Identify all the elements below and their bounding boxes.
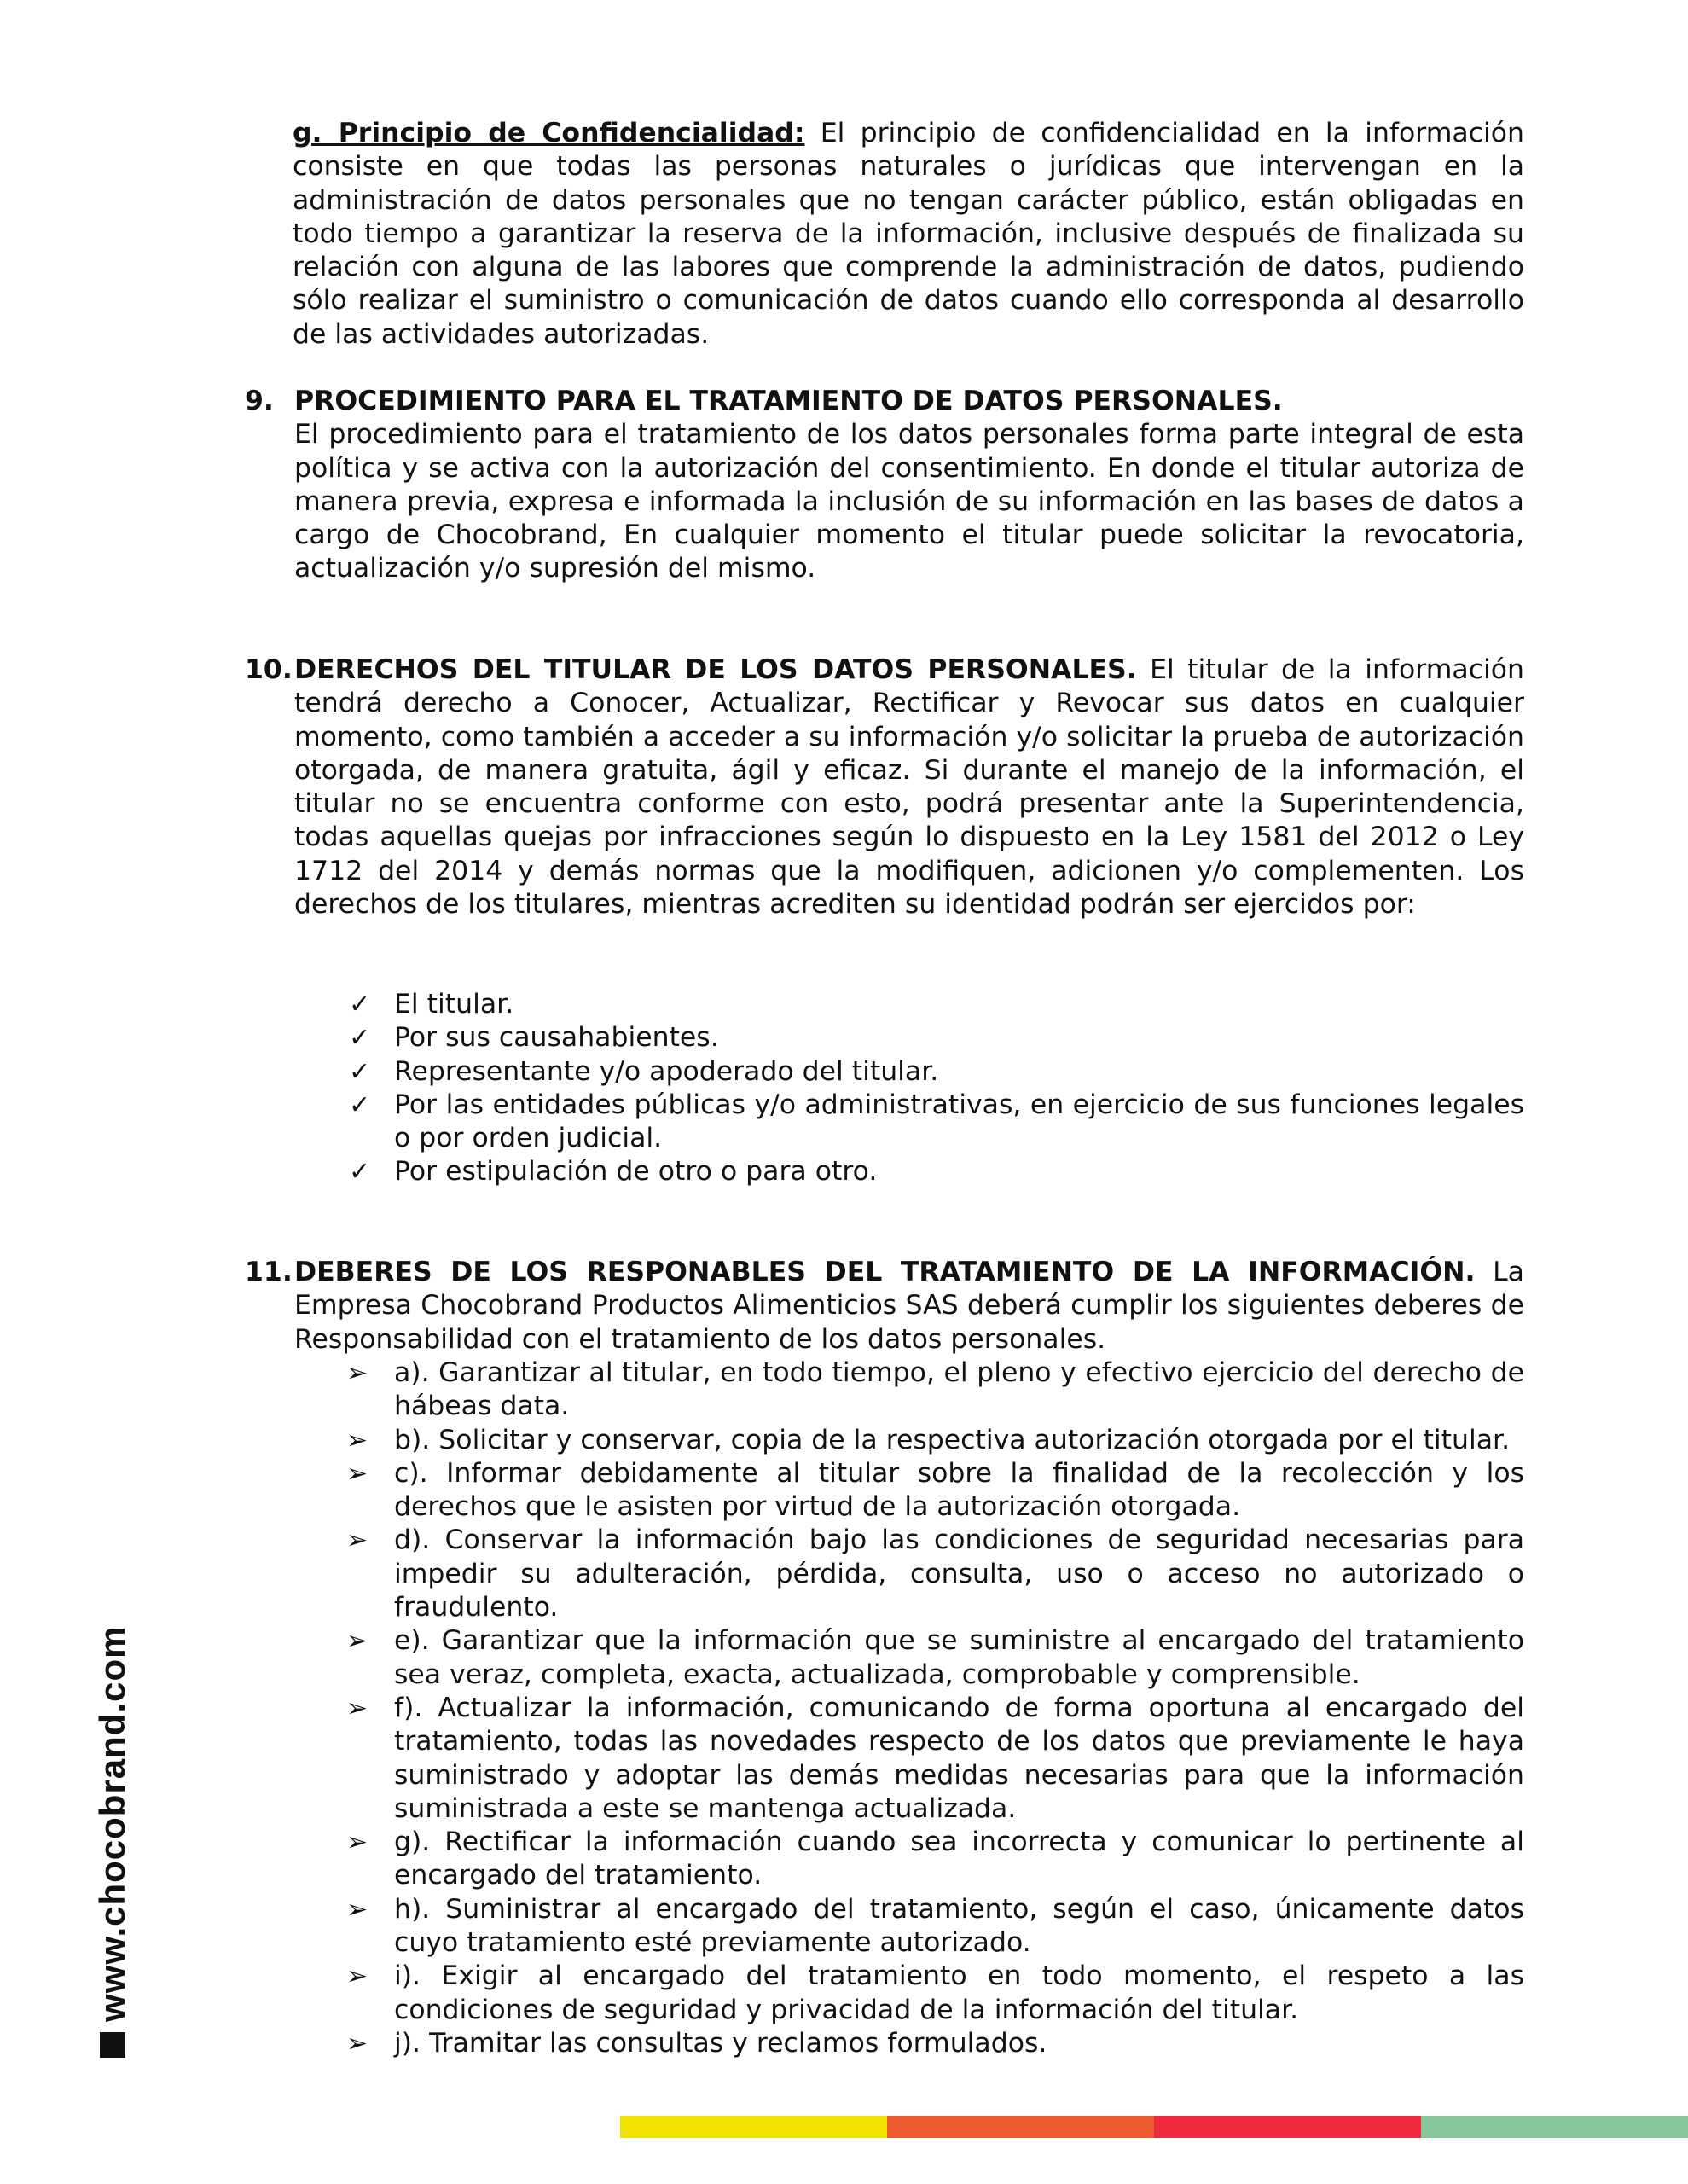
- duty-item-text: i). Exigir al encargado del tratamiento en todo momento, el respeto a las condiciones de seguridad y privacidad de la información del titular.: [394, 1960, 1524, 2025]
- section-9-text: El procedimiento para el tratamiento de los datos personales forma parte integral de esta política y se activa con la autorización del consentimiento. En donde el titular autoriza de manera previa, expresa e informada la inclusión de su información en las bases de datos a cargo de Chocobrand, En cualquier momento el titular puede solicitar la revocatoria, actualización y/o supresión del mismo.: [294, 419, 1524, 584]
- duty-item-text: e). Garantizar que la información que se suministre al encargado del tratamiento sea veraz, completa, exacta, actualizada, comprobable y comprensible.: [394, 1625, 1524, 1690]
- checkmark-icon: ✓: [349, 1089, 371, 1120]
- duty-item: [293, 1624, 1524, 1692]
- section-9-title: PROCEDIMIENTO PARA EL TRATAMIENTO DE DATOS PERSONALES.: [294, 386, 1283, 416]
- duty-item-text: f). Actualizar la información, comunicando de forma oportuna al encargado del tratamiento, todas las novedades respecto de los datos que previamente le haya suministrado y adoptar las demás medidas necesarias para que la información suministrada a este se mantenga actualizada.: [394, 1692, 1524, 1824]
- website-text: www.chocobrand.com: [92, 1625, 132, 2022]
- section-10-text: El titular de la información tendrá derecho a Conocer, Actualizar, Rectificar y Revocar sus datos en cualquier momento, como también a acceder a su información y/o solicitar la prueba de autorización otorgada, de manera gratuita, ágil y eficaz. Si durante el manejo de la información, el titular no se encuentra conforme con esto, podrá presentar ante la Superintendencia, todas aquellas quejas por infracciones según lo dispuesto en la Ley 1581 del 2012 o Ley 1712 del 2014 y demás normas que la modifiquen, adicionen y/o complementen. Los derechos de los titulares, mientras acrediten su identidad podrán ser ejercidos por:: [294, 654, 1524, 921]
- section-11-text: La Empresa Chocobrand Productos Alimenticios SAS deberá cumplir los siguientes deberes de Responsabilidad con el tratamiento de los datos personales.: [294, 1257, 1524, 1355]
- duty-item-text: c). Informar debidamente al titular sobre la finalidad de la recolección y los derechos que le asisten por virtud de la autorización otorgada.: [394, 1457, 1524, 1523]
- checkmark-icon: ✓: [349, 1157, 371, 1188]
- duty-item-text: h). Suministrar al encargado del tratamiento, según el caso, únicamente datos cuyo tratamiento esté previamente autorizado.: [394, 1893, 1524, 1959]
- rights-holder-item-text: Por sus causahabientes.: [394, 1022, 719, 1054]
- duty-item: [293, 1692, 1524, 1826]
- rights-holder-item: [293, 1021, 1524, 1054]
- rights-holder-item-text: Representante y/o apoderado del titular.: [394, 1055, 939, 1087]
- duty-item-text: b). Solicitar y conservar, copia de la respectiva autorización otorgada por el titular.: [394, 1424, 1511, 1455]
- duty-item: [293, 1524, 1524, 1624]
- rights-holder-item: [293, 1155, 1524, 1188]
- duties-list: [293, 1356, 1524, 2060]
- arrowhead-icon: ➢: [346, 1961, 368, 1992]
- checkmark-icon: ✓: [349, 1056, 371, 1087]
- duty-item: [293, 1960, 1524, 2027]
- section-10: [245, 653, 1524, 921]
- duty-item-text: j). Tramitar las consultas y reclamos formulados.: [394, 2027, 1047, 2059]
- square-icon: [100, 2032, 125, 2058]
- arrowhead-icon: ➢: [346, 1425, 368, 1455]
- rights-holder-item-text: Por estipulación de otro o para otro.: [394, 1156, 878, 1188]
- duty-item: [293, 1424, 1524, 1457]
- section-10-title: DERECHOS DEL TITULAR DE LOS DATOS PERSONALES.: [294, 654, 1137, 685]
- duty-item: [293, 2027, 1524, 2060]
- section-11-number: 11.: [245, 1257, 293, 1287]
- duty-item-text: d). Conservar la información bajo las condiciones de seguridad necesarias para impedir su adulteración, pérdida, consulta, uso o acceso no autorizado o fraudulento.: [394, 1525, 1524, 1623]
- arrowhead-icon: ➢: [346, 1525, 368, 1556]
- principle-g-heading: g. Principio de Confidencialidad:: [293, 118, 805, 148]
- rights-holder-item: [293, 1055, 1524, 1089]
- color-bar-segment: [1154, 2116, 1421, 2138]
- checkmark-icon: ✓: [349, 1023, 371, 1054]
- duty-item-text: g). Rectificar la información cuando sea incorrecta y comunicar lo pertinente al encargado del tratamiento.: [394, 1827, 1524, 1891]
- duty-item: [293, 1356, 1524, 1424]
- duty-item-text: a). Garantizar al titular, en todo tiempo, el pleno y efectivo ejercicio del derecho de hábeas data.: [394, 1357, 1524, 1422]
- arrowhead-icon: ➢: [346, 1693, 368, 1723]
- arrowhead-icon: ➢: [346, 1458, 368, 1489]
- duty-item: [293, 1893, 1524, 1960]
- section-9: [245, 385, 1524, 586]
- color-bar-segment: [1421, 2116, 1688, 2138]
- duty-item: [293, 1457, 1524, 1525]
- principle-g-text: El principio de confidencialidad en la información consiste en que todas las personas naturales o jurídicas que intervengan en la administración de datos personales que no tengan carácter público, están obligadas en todo tiempo a garantizar la reserva de la información, inclusive después de finalizada su relación con alguna de las labores que comprende la administración de datos, pudiendo sólo realizar el suministro o comunicación de datos cuando ello corresponda al desarrollo de las actividades autorizadas.: [293, 118, 1524, 350]
- rights-holder-item: [293, 1089, 1524, 1156]
- section-11: [245, 1256, 1524, 1356]
- rights-holder-item-text: El titular.: [394, 989, 514, 1019]
- principle-g-paragraph: [293, 117, 1524, 351]
- duty-item: [293, 1826, 1524, 1893]
- checkmark-icon: ✓: [349, 990, 371, 1019]
- website-footer: [92, 1626, 133, 2059]
- arrowhead-icon: ➢: [346, 1827, 368, 1858]
- rights-holders-list: [293, 988, 1524, 1189]
- footer-color-bar: [620, 2116, 1688, 2138]
- arrowhead-icon: ➢: [346, 1894, 368, 1925]
- section-9-number: 9.: [245, 386, 274, 416]
- rights-holder-item-text: Por las entidades públicas y/o administrativas, en ejercicio de sus funciones legales o por orden judicial.: [394, 1089, 1524, 1154]
- section-10-number: 10.: [245, 654, 293, 685]
- color-bar-segment: [620, 2116, 887, 2138]
- rights-holder-item: [293, 988, 1524, 1021]
- arrowhead-icon: ➢: [346, 1358, 368, 1388]
- arrowhead-icon: ➢: [346, 1626, 368, 1657]
- section-11-title: DEBERES DE LOS RESPONABLES DEL TRATAMIENTO DE LA INFORMACIÓN.: [294, 1257, 1476, 1287]
- color-bar-segment: [887, 2116, 1154, 2138]
- arrowhead-icon: ➢: [346, 2028, 368, 2059]
